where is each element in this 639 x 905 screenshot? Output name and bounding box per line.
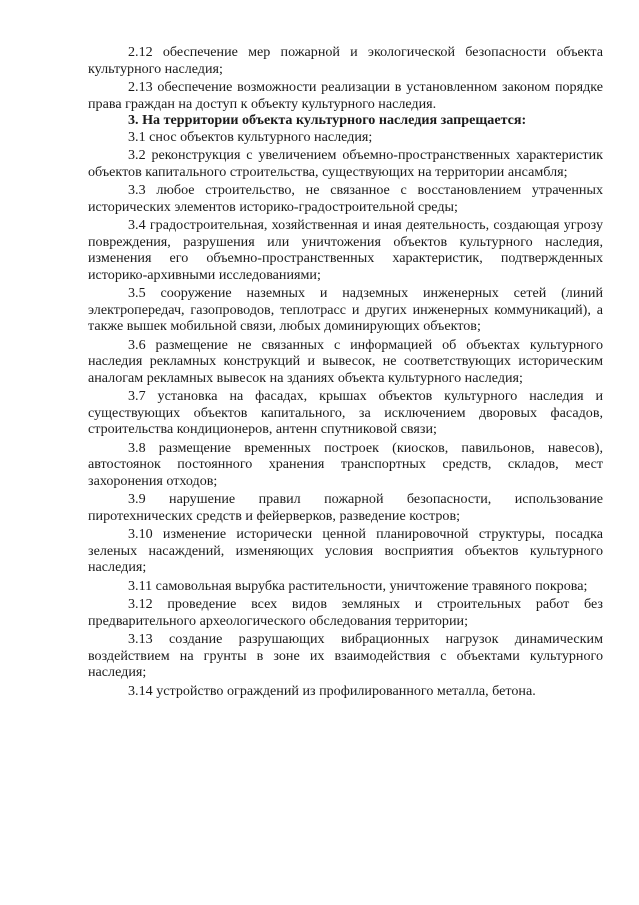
item-3-7: 3.7 установка на фасадах, крышах объектов культурного наследия и существующих объектов капитального, за исключением дворовых фасадов, строительства кондиционеров, антенн спутниковой связи; <box>88 388 603 437</box>
item-3-2: 3.2 реконструкция с увеличением объемно-пространственных характеристик объектов капитального строительства, существующих на территории ансамбля; <box>88 147 603 180</box>
item-3-11: 3.11 самовольная вырубка растительности, уничтожение травяного покрова; <box>128 577 588 594</box>
item-3-10: 3.10 изменение исторически ценной планировочной структуры, посадка зеленых насаждений, изменяющих условия восприятия объектов культурного наследия; <box>88 526 603 575</box>
paragraph-2-13: 2.13 обеспечение возможности реализации в установленном законом порядке права граждан на доступ к объекту культурного наследия. <box>88 79 603 112</box>
item-3-3: 3.3 любое строительство, не связанное с восстановлением утраченных исторических элементов историко-градостроительной среды; <box>88 182 603 215</box>
item-3-9: 3.9 нарушение правил пожарной безопасности, использование пиротехнических средств и фейерверков, разведение костров; <box>88 491 603 524</box>
section-heading: 3. На территории объекта культурного наследия запрещается: <box>128 112 527 128</box>
item-3-4: 3.4 градостроительная, хозяйственная и иная деятельность, создающая угрозу повреждения, разрушения или уничтожения объектов культурного наследия, изменения его объемно-пространственных характеристик, подтвержденных историко-архивными исследованиями; <box>88 217 603 283</box>
item-3-13: 3.13 создание разрушающих вибрационных нагрузок динамическим воздействием на грунты в зоне их взаимодействия с объектами культурного наследия; <box>88 631 603 680</box>
paragraph-2-12: 2.12 обеспечение мер пожарной и экологической безопасности объекта культурного наследия; <box>88 44 603 77</box>
item-3-6: 3.6 размещение не связанных с информацией об объектах культурного наследия рекламных конструкций и вывесок, не соответствующих историческим аналогам рекламных вывесок на зданиях объекта культурного наследия; <box>88 336 603 386</box>
document-body <box>88 44 603 699</box>
item-3-1: 3.1 снос объектов культурного наследия; <box>128 128 373 145</box>
item-3-12: 3.12 проведение всех видов земляных и строительных работ без предварительного археологического обследования территории; <box>88 596 603 629</box>
item-3-8: 3.8 размещение временных построек (киосков, павильонов, навесов), автостоянок постоянного хранения транспортных средств, складов, мест захоронения отходов; <box>88 439 603 489</box>
item-3-5: 3.5 сооружение наземных и надземных инженерных сетей (линий электропередач, газопроводов, теплотрасс и других инженерных коммуникаций), а также вышек мобильной связи, любых доминирующих объектов; <box>88 285 603 334</box>
item-3-14: 3.14 устройство ограждений из профилированного металла, бетона. <box>128 682 536 699</box>
